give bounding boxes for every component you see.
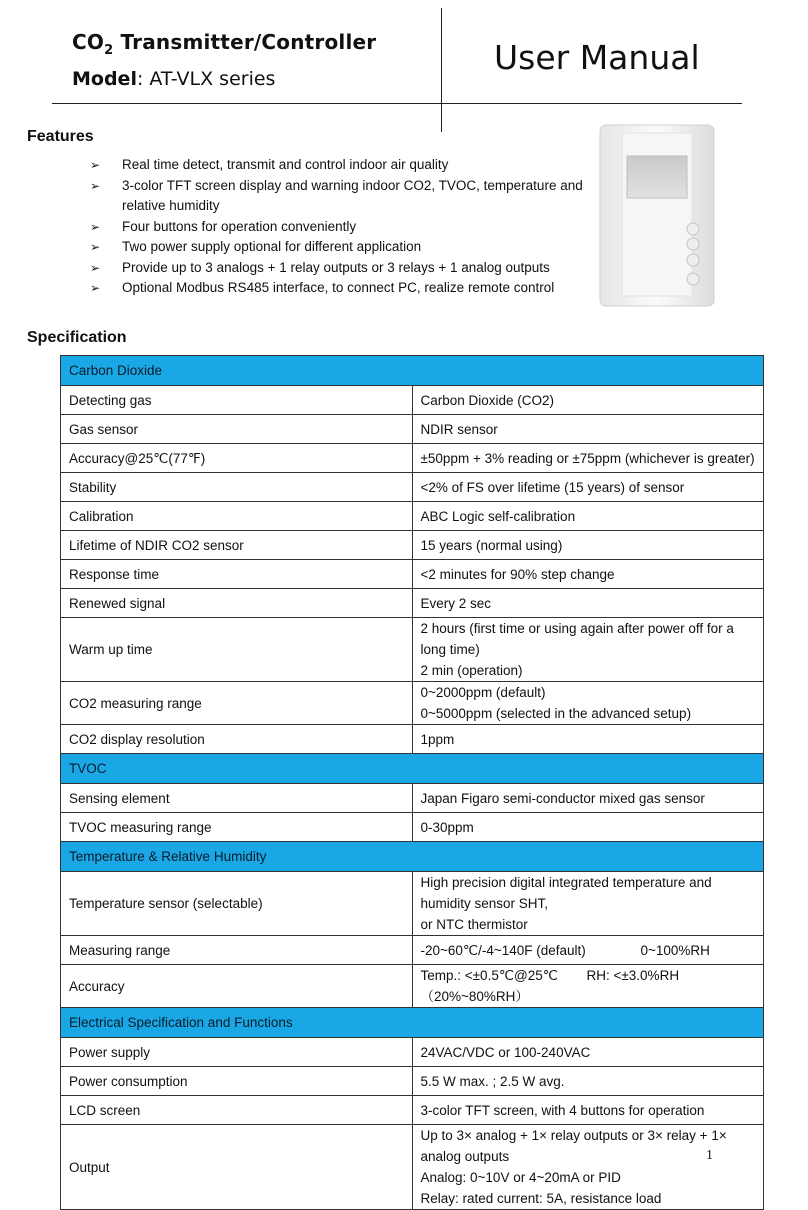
specification-heading: Specification: [27, 329, 127, 346]
feature-text: Four buttons for operation conveniently: [122, 218, 357, 234]
header-divider-vertical: [441, 8, 442, 132]
feature-item: [90, 258, 590, 279]
spec-value: <2 minutes for 90% step change: [412, 560, 764, 589]
spec-value-line: Analog: 0~10V or 4~20mA or PID: [420, 1170, 621, 1185]
table-row: [61, 444, 764, 473]
table-row: [61, 1038, 764, 1067]
table-row: [61, 386, 764, 415]
spec-value: [412, 682, 764, 725]
spec-value: 5.5 W max. ; 2.5 W avg.: [412, 1067, 764, 1096]
spec-label: Power consumption: [61, 1067, 413, 1096]
table-row: [61, 872, 764, 936]
feature-text: Real time detect, transmit and control indoor air quality: [122, 157, 449, 172]
spec-label: LCD screen: [61, 1096, 413, 1125]
spec-value: ±50ppm + 3% reading or ±75ppm (whichever is greater): [412, 444, 764, 473]
spec-value: [412, 936, 764, 965]
features-list: [90, 155, 590, 299]
feature-item: [90, 176, 590, 217]
rh-range-value: 0~100%RH: [640, 942, 710, 958]
spec-value: <2% of FS over lifetime (15 years) of sensor: [412, 473, 764, 502]
title-rest: Transmitter/Controller: [113, 30, 377, 54]
spec-value-line: Relay: rated current: 5A, resistance load: [420, 1191, 662, 1206]
table-row: [61, 531, 764, 560]
product-title: [72, 30, 376, 58]
model-value: : AT-VLX series: [136, 68, 276, 90]
spec-value-line: High precision digital integrated temperature and humidity sensor SHT,: [420, 875, 712, 911]
features-heading: Features: [27, 128, 94, 145]
table-row: [61, 618, 764, 682]
spec-label: Accuracy: [61, 965, 413, 1008]
spec-label: CO2 display resolution: [61, 725, 413, 754]
spec-label: Detecting gas: [61, 386, 413, 415]
spec-label: Renewed signal: [61, 589, 413, 618]
category-row: [61, 842, 764, 872]
feature-item: [90, 155, 590, 176]
feature-text: Optional Modbus RS485 interface, to connect PC, realize remote control: [122, 280, 555, 295]
spec-label: Temperature sensor (selectable): [61, 872, 413, 936]
table-row: [61, 784, 764, 813]
spec-label: Power supply: [61, 1038, 413, 1067]
spec-value: NDIR sensor: [412, 415, 764, 444]
spec-value-line: 2 min (operation): [420, 663, 523, 678]
doc-type-title: User Manual: [494, 38, 700, 77]
feature-text: Provide up to 3 analogs + 1 relay outputs or 3 relays + 1 analog outputs: [122, 259, 550, 275]
rh-accuracy-value: RH: <±3.0%RH （20%~80%RH）: [420, 968, 680, 1004]
model-label: Model: [72, 68, 137, 90]
spec-label: Sensing element: [61, 784, 413, 813]
category-cell: TVOC: [61, 754, 764, 784]
arrow-bullet-icon: ➢: [90, 158, 101, 172]
table-row: [61, 502, 764, 531]
table-row: [61, 560, 764, 589]
category-row: [61, 356, 764, 386]
spec-value: Every 2 sec: [412, 589, 764, 618]
spec-label: TVOC measuring range: [61, 813, 413, 842]
spec-value-line: 0~2000ppm (default): [420, 685, 546, 700]
table-row: [61, 813, 764, 842]
feature-item: [90, 237, 590, 258]
spec-label: Response time: [61, 560, 413, 589]
table-row: [61, 415, 764, 444]
spec-value: Japan Figaro semi-conductor mixed gas sensor: [412, 784, 764, 813]
spec-value: 0-30ppm: [412, 813, 764, 842]
spec-label: CO2 measuring range: [61, 682, 413, 725]
feature-text: Two power supply optional for different application: [122, 239, 422, 254]
arrow-bullet-icon: ➢: [90, 260, 101, 275]
spec-label: Lifetime of NDIR CO2 sensor: [61, 531, 413, 560]
arrow-bullet-icon: ➢: [90, 219, 101, 234]
table-row: [61, 589, 764, 618]
arrow-bullet-icon: ➢: [90, 281, 101, 295]
spec-value: [412, 618, 764, 682]
spec-table: [60, 355, 764, 1210]
spec-value: ABC Logic self-calibration: [412, 502, 764, 531]
spec-value-line: 2 hours (first time or using again after power off for a long time): [420, 621, 734, 657]
arrow-bullet-icon: ➢: [90, 178, 101, 193]
spec-label: Warm up time: [61, 618, 413, 682]
spec-label: Stability: [61, 473, 413, 502]
spec-value-line: Up to 3× analog + 1× relay outputs or 3× relay + 1× analog outputs: [420, 1128, 727, 1164]
spec-label: Accuracy@25℃(77℉): [61, 444, 413, 473]
table-row: [61, 1125, 764, 1210]
category-cell: Carbon Dioxide: [61, 356, 764, 386]
temp-range-value: -20~60℃/-4~140F (default): [420, 942, 586, 958]
table-row: [61, 1096, 764, 1125]
table-row: [61, 936, 764, 965]
model-line: [72, 68, 275, 90]
spec-label: Measuring range: [61, 936, 413, 965]
title-co: CO: [72, 30, 105, 54]
spec-value: 1ppm: [412, 725, 764, 754]
page-number: 1: [706, 1148, 713, 1163]
spec-value-line: 0~5000ppm (selected in the advanced setup): [420, 706, 692, 721]
feature-text: 3-color TFT screen display and warning indoor CO2, TVOC, temperature and relative humidity: [122, 177, 583, 213]
title-subscript: 2: [104, 43, 114, 58]
category-row: [61, 754, 764, 784]
table-row: [61, 1067, 764, 1096]
spec-label: Calibration: [61, 502, 413, 531]
category-row: [61, 1008, 764, 1038]
feature-item: [90, 217, 590, 238]
spec-value-line: or NTC thermistor: [420, 917, 528, 932]
category-cell: Electrical Specification and Functions: [61, 1008, 764, 1038]
temp-accuracy-value: Temp.: <±0.5℃@25℃: [420, 968, 558, 983]
table-row: [61, 682, 764, 725]
spec-value: Carbon Dioxide (CO2): [412, 386, 764, 415]
spec-label: Gas sensor: [61, 415, 413, 444]
header-divider-horizontal: [52, 103, 742, 104]
spec-value: [412, 1125, 764, 1210]
table-row: [61, 965, 764, 1008]
category-cell: Temperature & Relative Humidity: [61, 842, 764, 872]
arrow-bullet-icon: ➢: [90, 240, 101, 254]
table-row: [61, 725, 764, 754]
feature-item: [90, 278, 590, 299]
spec-label: Output: [61, 1125, 413, 1210]
page-header: [0, 0, 808, 130]
table-row: [61, 473, 764, 502]
spec-value: 15 years (normal using): [412, 531, 764, 560]
spec-value: 24VAC/VDC or 100-240VAC: [412, 1038, 764, 1067]
device-image: [598, 123, 716, 308]
spec-value: 3-color TFT screen, with 4 buttons for operation: [412, 1096, 764, 1125]
spec-value: [412, 965, 764, 1008]
spec-value: [412, 872, 764, 936]
